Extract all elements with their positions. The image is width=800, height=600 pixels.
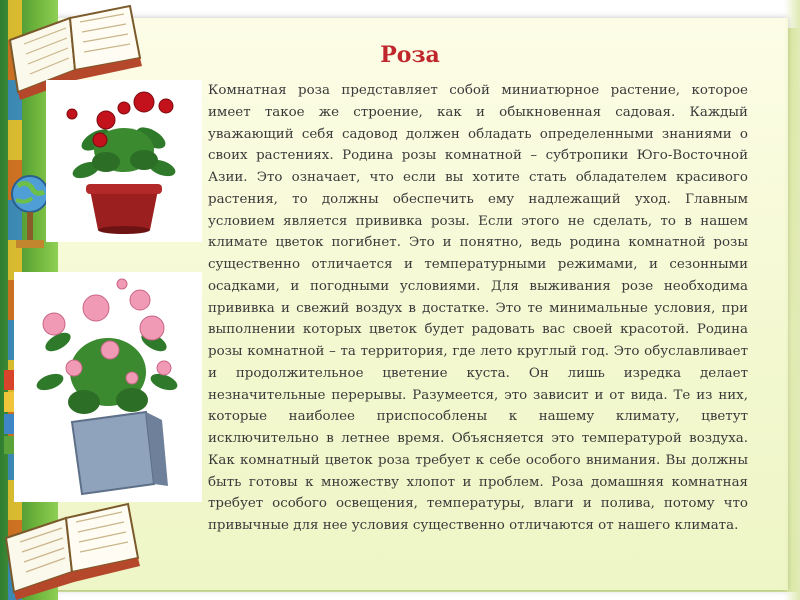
open-book-icon: [0, 492, 150, 600]
rose-plant-icon: [46, 80, 202, 242]
page-title: Роза: [380, 42, 440, 68]
red-rose-photo: [46, 80, 202, 242]
pink-rose-photo: [14, 272, 202, 502]
article-text: Комнатная роза представляет собой миниатюрное растение, которое имеет такое же строение, как и обыкновенная садовая. Каждый уважающий себя садовод должен обладать определенными знаниями о своих растениях. Родина розы комнатной – субтропики Юго-Восточной Азии. Это означает, что если вы хотите стать обладателем красивого растения, то должны обеспечить ему надлежащий уход. Главным условием является прививка розы. Если этого не сделать, то в нашем климате цветок погибнет. Это и понятно, ведь родина комнатной розы существенно отличается и температурными режимами, и сезонными осадками, и погодными условиями. Для выживания розе необходима прививка и свежий воздух в достатке. Это те минимальные условия, при выполнении которых цветок будет радовать вас своей красотой. Родина розы комнатной – та территория, где лето круглый год. Это обуславливает и продолжительное цветение куста. Он лишь изредка делает незначительные перерывы. Разумеется, это зависит и от вида. Те из них, которые наиболее приспособлены к нашему климату, цветут исключительно в летнее время. Объясняется это температурой воздуха. Как комнатный цветок роза требует к себе особого внимания. Вы должны быть готовы к множеству хлопот и проблем. Роза домашняя комнатная требует особого освещения, температуры, влаги и полива, потому что привычные для нее условия существенно отличаются от нашего климата.: [208, 83, 748, 533]
edge-shade: [784, 0, 800, 600]
rose-plant-icon: [14, 272, 202, 502]
